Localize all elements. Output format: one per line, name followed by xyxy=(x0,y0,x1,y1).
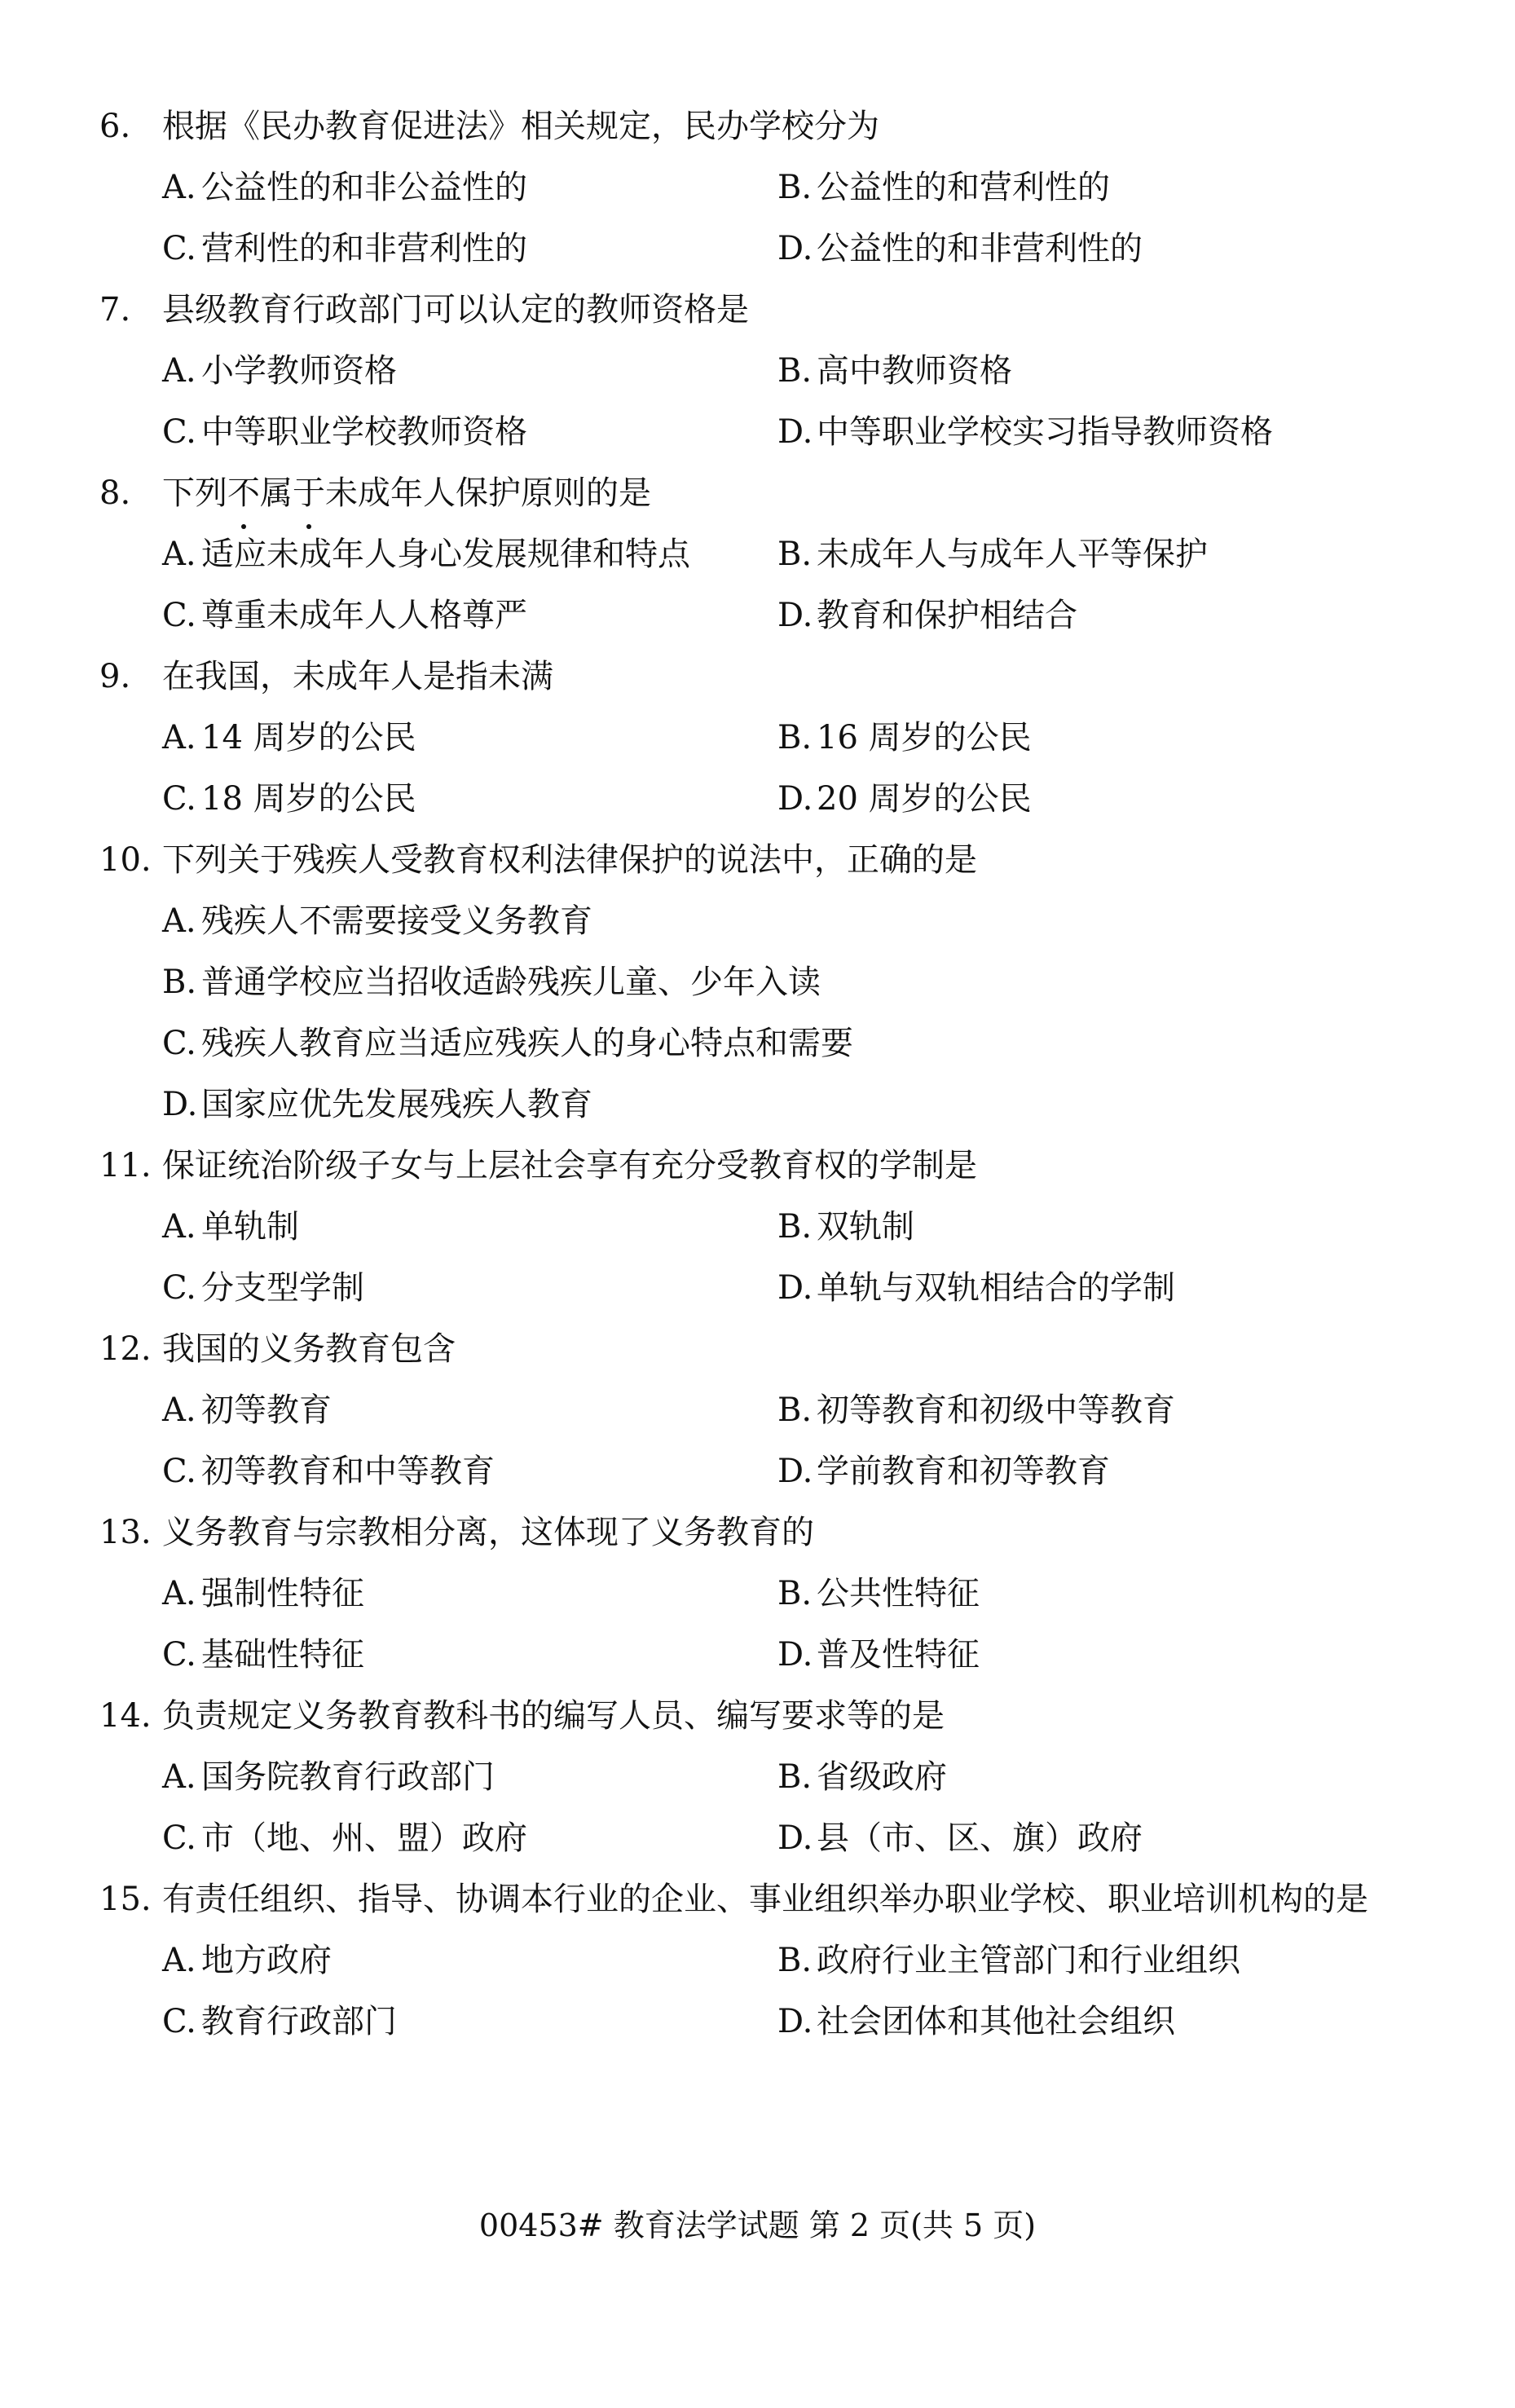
option-text: 未成年人与成年人平等保护 xyxy=(817,536,1208,573)
option-letter: B. xyxy=(777,536,813,573)
question-text-segment: 保证统治阶级子女与上层社会享有充分受教育权的学制是 xyxy=(162,1147,977,1184)
question-text xyxy=(162,1502,1393,1563)
answer-option xyxy=(162,1930,777,1991)
answer-option xyxy=(162,769,777,830)
option-letter: D. xyxy=(162,1086,198,1123)
question-number: 6. xyxy=(99,108,131,145)
question-number: 12. xyxy=(99,1330,152,1368)
option-letter: D. xyxy=(777,413,813,451)
answer-option xyxy=(162,1625,777,1686)
option-letter: A. xyxy=(162,902,196,940)
option-letter: B. xyxy=(777,169,813,206)
option-list xyxy=(162,1747,1393,1869)
question xyxy=(99,96,1393,280)
question-number: 8. xyxy=(99,474,131,512)
option-text: 教育和保护相结合 xyxy=(817,597,1077,634)
answer-option xyxy=(777,1441,1393,1502)
option-letter: B. xyxy=(777,352,813,390)
option-text: 尊重未成年人人格尊严 xyxy=(201,597,527,634)
option-text: 普及性特征 xyxy=(817,1636,980,1674)
question-text-segment: 我国的义务教育包含 xyxy=(162,1330,456,1368)
answer-option xyxy=(777,1563,1393,1625)
option-letter: A. xyxy=(162,1942,196,1979)
option-text: 初等教育和中等教育 xyxy=(201,1453,495,1490)
option-text: 双轨制 xyxy=(817,1208,914,1246)
question-text-segment: 负责规定义务教育教科书的编写人员、编写要求等的是 xyxy=(162,1697,945,1735)
option-text: 学前教育和初等教育 xyxy=(817,1453,1110,1490)
question-text-segment: 根据《民办教育促进法》相关规定，民办学校分为 xyxy=(162,108,879,145)
option-letter: A. xyxy=(162,352,196,390)
option-letter: A. xyxy=(162,1758,196,1796)
answer-option xyxy=(777,524,1393,585)
option-text: 分支型学制 xyxy=(201,1269,364,1307)
answer-option xyxy=(777,1197,1393,1258)
option-letter: D. xyxy=(777,230,813,267)
answer-option xyxy=(162,1013,1393,1074)
answer-option xyxy=(777,1258,1393,1319)
option-text: 公益性的和营利性的 xyxy=(817,169,1110,206)
option-letter: D. xyxy=(777,1636,813,1674)
answer-option xyxy=(777,402,1393,463)
option-letter: A. xyxy=(162,536,196,573)
question xyxy=(99,830,1393,1136)
answer-option xyxy=(777,341,1393,402)
option-letter: B. xyxy=(777,1208,813,1246)
option-letter: C. xyxy=(162,780,196,818)
option-text: 14 周岁的公民 xyxy=(201,719,416,756)
answer-option xyxy=(777,708,1393,769)
option-text: 中等职业学校教师资格 xyxy=(201,413,527,451)
option-letter: B. xyxy=(777,1575,813,1612)
question-stem xyxy=(99,1136,1393,1197)
option-letter: C. xyxy=(162,597,196,634)
question-number: 9. xyxy=(99,658,131,695)
option-text: 初等教育 xyxy=(201,1391,332,1429)
option-list xyxy=(162,1197,1393,1319)
option-text: 适应未成年人身心发展规律和特点 xyxy=(201,536,690,573)
option-text: 国务院教育行政部门 xyxy=(201,1758,495,1796)
question-stem xyxy=(99,830,1393,891)
question-text-segment: 县级教育行政部门可以认定的教师资格是 xyxy=(162,291,749,329)
answer-option xyxy=(162,1074,1393,1136)
answer-option xyxy=(162,952,1393,1013)
question-number: 13. xyxy=(99,1514,152,1551)
answer-option xyxy=(162,1258,777,1319)
option-text: 残疾人不需要接受义务教育 xyxy=(201,902,592,940)
option-text: 单轨与双轨相结合的学制 xyxy=(817,1269,1175,1307)
answer-option xyxy=(777,769,1393,830)
answer-option xyxy=(162,341,777,402)
option-text: 政府行业主管部门和行业组织 xyxy=(817,1942,1240,1979)
question-text xyxy=(162,646,1393,708)
option-text: 16 周岁的公民 xyxy=(817,719,1032,756)
answer-option xyxy=(162,1747,777,1808)
question-text-segment: 未成年人保护原则的是 xyxy=(325,474,651,512)
option-text: 小学教师资格 xyxy=(201,352,397,390)
question-stem xyxy=(99,646,1393,708)
answer-option xyxy=(162,524,777,585)
option-letter: C. xyxy=(162,413,196,451)
answer-option xyxy=(777,1991,1393,2053)
question xyxy=(99,646,1393,830)
question xyxy=(99,280,1393,463)
emphasized-char: 不 xyxy=(227,463,260,524)
question-stem xyxy=(99,96,1393,157)
answer-option xyxy=(162,1563,777,1625)
option-letter: C. xyxy=(162,1269,196,1307)
page-footer: 00453# 教育法学试题 第 2 页(共 5 页) xyxy=(478,2207,1037,2243)
answer-option xyxy=(777,1747,1393,1808)
option-letter: A. xyxy=(162,1575,196,1612)
answer-option xyxy=(777,218,1393,280)
question-stem xyxy=(99,1502,1393,1563)
question-number: 7. xyxy=(99,291,131,329)
option-text: 单轨制 xyxy=(201,1208,299,1246)
question xyxy=(99,463,1393,646)
question-stem xyxy=(99,463,1393,524)
answer-option xyxy=(777,1380,1393,1441)
option-text: 残疾人教育应当适应残疾人的身心特点和需要 xyxy=(201,1025,853,1062)
question-text xyxy=(162,1319,1393,1380)
answer-option xyxy=(162,218,777,280)
question-list xyxy=(99,96,1393,2053)
option-list xyxy=(162,1930,1393,2053)
question xyxy=(99,1686,1393,1869)
option-letter: C. xyxy=(162,2003,196,2040)
answer-option xyxy=(162,585,777,646)
question-number: 14. xyxy=(99,1697,152,1735)
option-letter: C. xyxy=(162,1819,196,1857)
answer-option xyxy=(162,1380,777,1441)
question-text-segment: 有责任组织、指导、协调本行业的企业、事业组织举办职业学校、职业培训机构的是 xyxy=(162,1881,1368,1918)
option-letter: C. xyxy=(162,1453,196,1490)
option-text: 基础性特征 xyxy=(201,1636,364,1674)
option-letter: D. xyxy=(777,1453,813,1490)
option-letter: A. xyxy=(162,1208,196,1246)
option-letter: B. xyxy=(777,1758,813,1796)
option-text: 社会团体和其他社会组织 xyxy=(817,2003,1175,2040)
question xyxy=(99,1869,1393,2053)
option-letter: C. xyxy=(162,230,196,267)
question-stem xyxy=(99,1869,1393,1930)
option-text: 高中教师资格 xyxy=(817,352,1012,390)
option-text: 普通学校应当招收适龄残疾儿童、少年入读 xyxy=(201,964,821,1001)
question-stem xyxy=(99,1686,1393,1747)
option-text: 地方政府 xyxy=(201,1942,332,1979)
answer-option xyxy=(777,157,1393,218)
option-letter: B. xyxy=(162,964,197,1001)
option-list xyxy=(162,341,1393,463)
option-text: 强制性特征 xyxy=(201,1575,364,1612)
option-text: 公益性的和非公益性的 xyxy=(201,169,527,206)
question xyxy=(99,1319,1393,1502)
option-list xyxy=(162,1380,1393,1502)
answer-option xyxy=(162,1441,777,1502)
answer-option xyxy=(777,1930,1393,1991)
question-text-segment: 下列关于残疾人受教育权利法律保护的说法中，正确的是 xyxy=(162,841,977,879)
option-list xyxy=(162,1563,1393,1686)
question-number: 11. xyxy=(99,1147,152,1184)
answer-option xyxy=(777,1625,1393,1686)
option-text: 18 周岁的公民 xyxy=(201,780,416,818)
emphasized-char: 于 xyxy=(293,463,325,524)
answer-option xyxy=(162,708,777,769)
option-letter: D. xyxy=(777,597,813,634)
question-text xyxy=(162,1686,1393,1747)
option-text: 市（地、州、盟）政府 xyxy=(201,1819,527,1857)
question-text xyxy=(162,280,1393,341)
option-text: 教育行政部门 xyxy=(201,2003,397,2040)
answer-option xyxy=(777,585,1393,646)
option-text: 省级政府 xyxy=(817,1758,947,1796)
option-letter: D. xyxy=(777,1819,813,1857)
option-text: 初等教育和初级中等教育 xyxy=(817,1391,1175,1429)
option-list xyxy=(162,157,1393,280)
question-number: 15. xyxy=(99,1881,152,1918)
answer-option xyxy=(162,402,777,463)
question xyxy=(99,1136,1393,1319)
option-list xyxy=(162,708,1393,830)
option-text: 20 周岁的公民 xyxy=(817,780,1032,818)
option-text: 营利性的和非营利性的 xyxy=(201,230,527,267)
question-text-segment: 在我国，未成年人是指未满 xyxy=(162,658,553,695)
option-letter: D. xyxy=(777,780,813,818)
question-text-segment: 下列 xyxy=(162,474,227,512)
question-text xyxy=(162,463,1393,524)
question-text xyxy=(162,96,1393,157)
answer-option xyxy=(162,1197,777,1258)
question-text xyxy=(162,1136,1393,1197)
option-letter: C. xyxy=(162,1636,196,1674)
option-letter: D. xyxy=(777,2003,813,2040)
option-letter: D. xyxy=(777,1269,813,1307)
answer-option xyxy=(162,1808,777,1869)
option-letter: A. xyxy=(162,169,196,206)
answer-option xyxy=(162,157,777,218)
option-letter: B. xyxy=(777,719,813,756)
option-text: 县（市、区、旗）政府 xyxy=(817,1819,1143,1857)
question-text xyxy=(162,830,1393,891)
option-text: 国家应优先发展残疾人教育 xyxy=(201,1086,592,1123)
question-text-segment: 属 xyxy=(260,474,293,512)
option-letter: A. xyxy=(162,1391,196,1429)
question-text-segment: 义务教育与宗教相分离，这体现了义务教育的 xyxy=(162,1514,814,1551)
answer-option xyxy=(162,1991,777,2053)
option-text: 公共性特征 xyxy=(817,1575,980,1612)
option-text: 公益性的和非营利性的 xyxy=(817,230,1143,267)
option-list xyxy=(162,524,1393,646)
option-list xyxy=(162,891,1393,1136)
answer-option xyxy=(162,891,1393,952)
option-text: 中等职业学校实习指导教师资格 xyxy=(817,413,1273,451)
option-letter: B. xyxy=(777,1391,813,1429)
question-stem xyxy=(99,1319,1393,1380)
question-text xyxy=(162,1869,1393,1930)
option-letter: B. xyxy=(777,1942,813,1979)
question-number: 10. xyxy=(99,841,152,879)
option-letter: C. xyxy=(162,1025,196,1062)
question xyxy=(99,1502,1393,1686)
question-stem xyxy=(99,280,1393,341)
option-letter: A. xyxy=(162,719,196,756)
answer-option xyxy=(777,1808,1393,1869)
